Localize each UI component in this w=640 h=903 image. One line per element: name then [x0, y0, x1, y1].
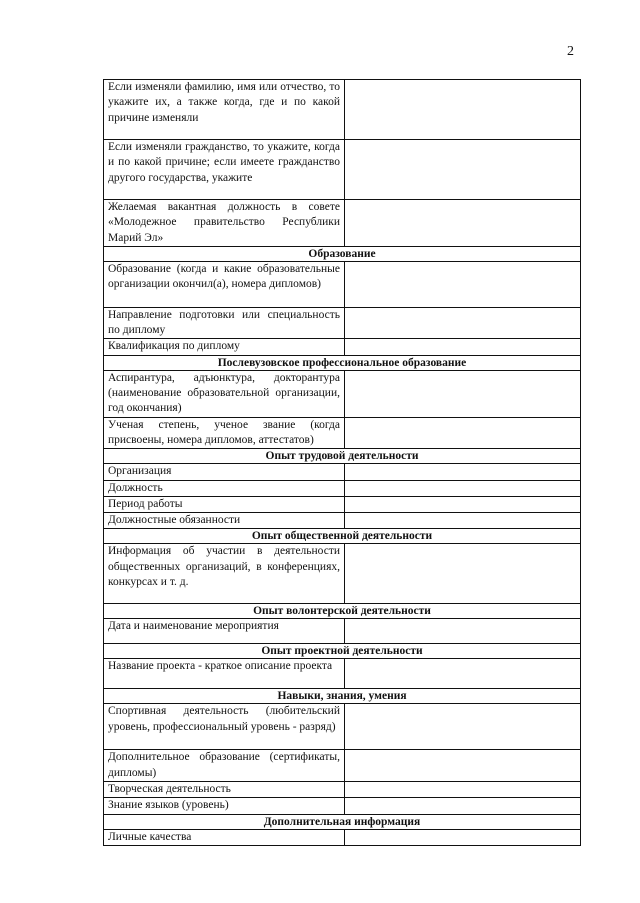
question-label: Аспирантура, адъюнктура, докторантура (наименование образовательной организации, год окончания)	[104, 370, 345, 417]
question-row	[104, 544, 581, 604]
question-row	[104, 782, 581, 798]
answer-cell[interactable]	[345, 370, 581, 417]
question-row	[104, 798, 581, 814]
section-title: Опыт общественной деятельности	[104, 529, 581, 544]
question-label: Личные качества	[104, 829, 345, 845]
question-label: Должностные обязанности	[104, 513, 345, 529]
question-label: Информация об участии в деятельности общественных организаций, в конференциях, конкурсах и т. д.	[104, 544, 345, 604]
question-row	[104, 619, 581, 644]
section-header-row	[104, 529, 581, 544]
section-title: Опыт проектной деятельности	[104, 644, 581, 659]
question-label: Должность	[104, 480, 345, 496]
section-header-row	[104, 689, 581, 704]
answer-cell[interactable]	[345, 544, 581, 604]
questionnaire-table	[103, 79, 581, 846]
answer-cell[interactable]	[345, 140, 581, 200]
question-row	[104, 417, 581, 449]
answer-cell[interactable]	[345, 80, 581, 140]
section-header-row	[104, 355, 581, 370]
question-label: Ученая степень, ученое звание (когда присвоены, номера дипломов, аттестатов)	[104, 417, 345, 449]
answer-cell[interactable]	[345, 417, 581, 449]
answer-cell[interactable]	[345, 704, 581, 750]
question-label: Направление подготовки или специальность по диплому	[104, 307, 345, 339]
section-header-row	[104, 449, 581, 464]
question-label: Дополнительное образование (сертификаты, дипломы)	[104, 750, 345, 782]
question-row	[104, 339, 581, 355]
question-row	[104, 464, 581, 480]
question-label: Название проекта - краткое описание проекта	[104, 659, 345, 689]
answer-cell[interactable]	[345, 307, 581, 339]
section-header-row	[104, 604, 581, 619]
question-label: Знание языков (уровень)	[104, 798, 345, 814]
section-header-row	[104, 814, 581, 829]
answer-cell[interactable]	[345, 798, 581, 814]
question-row	[104, 140, 581, 200]
question-row	[104, 496, 581, 512]
question-label: Квалификация по диплому	[104, 339, 345, 355]
answer-cell[interactable]	[345, 513, 581, 529]
page-number: 2	[567, 44, 574, 59]
question-row	[104, 307, 581, 339]
question-row	[104, 750, 581, 782]
answer-cell[interactable]	[345, 261, 581, 307]
section-title: Опыт волонтерской деятельности	[104, 604, 581, 619]
section-title: Дополнительная информация	[104, 814, 581, 829]
question-label: Если изменяли гражданство, то укажите, когда и по какой причине; если имеете гражданство другого государства, укажите	[104, 140, 345, 200]
question-label: Организация	[104, 464, 345, 480]
answer-cell[interactable]	[345, 659, 581, 689]
question-label: Период работы	[104, 496, 345, 512]
question-row	[104, 200, 581, 247]
question-label: Если изменяли фамилию, имя или отчество, то укажите их, а также когда, где и по какой причине изменяли	[104, 80, 345, 140]
question-label: Дата и наименование мероприятия	[104, 619, 345, 644]
answer-cell[interactable]	[345, 200, 581, 247]
question-row	[104, 659, 581, 689]
question-label: Желаемая вакантная должность в совете «Молодежное правительство Республики Марий Эл»	[104, 200, 345, 247]
section-header-row	[104, 644, 581, 659]
question-label: Творческая деятельность	[104, 782, 345, 798]
question-label: Образование (когда и какие образовательные организации окончил(а), номера дипломов)	[104, 261, 345, 307]
answer-cell[interactable]	[345, 750, 581, 782]
question-row	[104, 261, 581, 307]
question-row	[104, 829, 581, 845]
question-row	[104, 704, 581, 750]
question-row	[104, 513, 581, 529]
section-title: Послевузовское профессиональное образование	[104, 355, 581, 370]
section-title: Опыт трудовой деятельности	[104, 449, 581, 464]
question-row	[104, 480, 581, 496]
section-title: Образование	[104, 246, 581, 261]
answer-cell[interactable]	[345, 619, 581, 644]
answer-cell[interactable]	[345, 829, 581, 845]
question-row	[104, 80, 581, 140]
answer-cell[interactable]	[345, 464, 581, 480]
section-header-row	[104, 246, 581, 261]
question-label: Спортивная деятельность (любительский уровень, профессиональный уровень - разряд)	[104, 704, 345, 750]
answer-cell[interactable]	[345, 480, 581, 496]
answer-cell[interactable]	[345, 339, 581, 355]
question-row	[104, 370, 581, 417]
answer-cell[interactable]	[345, 496, 581, 512]
answer-cell[interactable]	[345, 782, 581, 798]
section-title: Навыки, знания, умения	[104, 689, 581, 704]
